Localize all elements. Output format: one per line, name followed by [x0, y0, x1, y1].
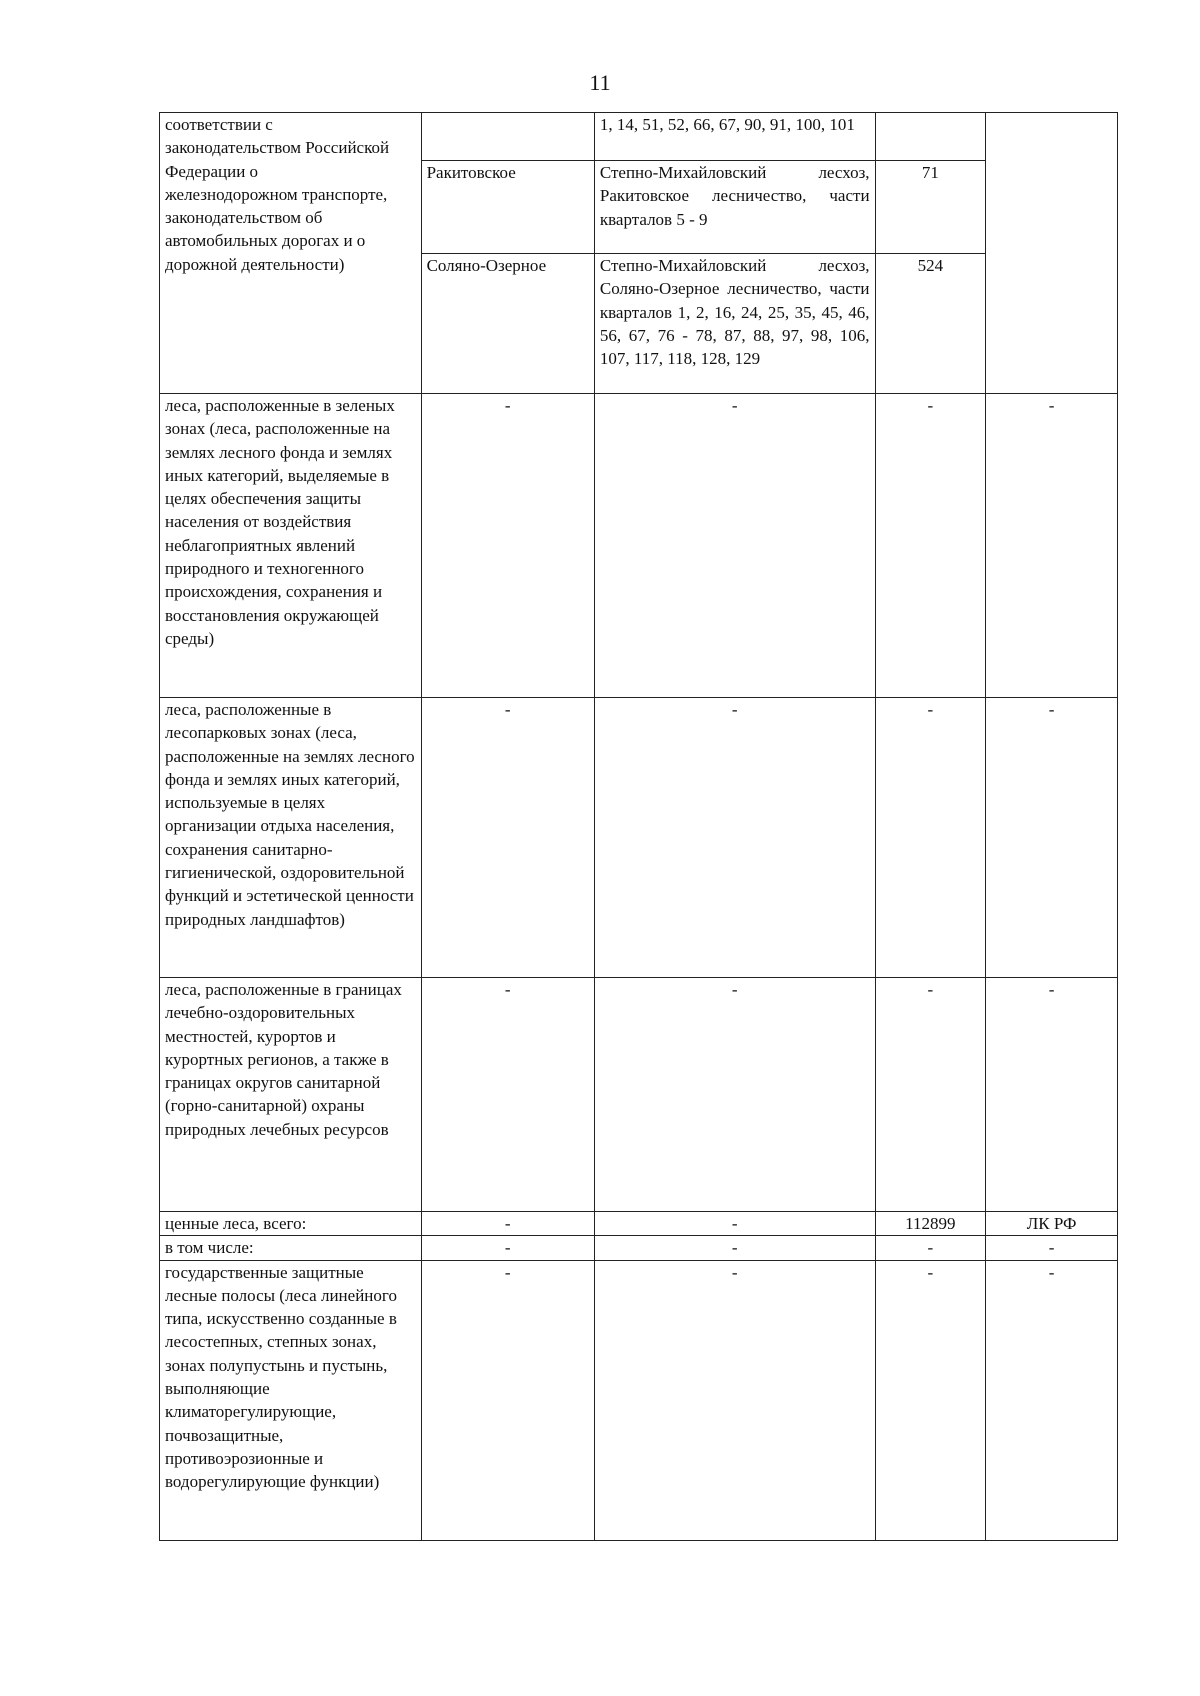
- district-cell: [421, 113, 594, 161]
- table-row: [160, 698, 1118, 978]
- district-cell: Ракитовское: [421, 161, 594, 254]
- area-cell: 112899: [875, 1212, 986, 1236]
- location-cell: -: [594, 394, 875, 698]
- location-cell: Степно-Михайловский лесхоз, Соляно-Озерное лесничество, части кварталов 1, 2, 16, 24, 25, 35, 45, 46, 56, 67, 76 - 78, 87, 88, 97, 98, 106, 107, 117, 118, 128, 129: [594, 254, 875, 394]
- table-row: [160, 1236, 1118, 1260]
- area-cell: [875, 113, 986, 161]
- basis-cell: [986, 113, 1118, 394]
- district-cell: -: [421, 394, 594, 698]
- area-cell: -: [875, 394, 986, 698]
- location-cell: Степно-Михайловский лесхоз, Ракитовское лесничество, части кварталов 5 - 9: [594, 161, 875, 254]
- category-cell: в том числе:: [160, 1236, 422, 1260]
- basis-cell: -: [986, 978, 1118, 1212]
- district-cell: -: [421, 1260, 594, 1540]
- category-cell: леса, расположенные в границах лечебно-оздоровительных местностей, курортов и курортных регионов, а также в границах округов санитарной (горно-санитарной) охраны природных лечебных ресурсов: [160, 978, 422, 1212]
- table-row: [160, 1212, 1118, 1236]
- location-cell: -: [594, 978, 875, 1212]
- category-cell: леса, расположенные в зеленых зонах (леса, расположенные на землях лесного фонда и землях иных категорий, выделяемые в целях обеспечения защиты населения от воздействия неблагоприятных явлений природного и техногенного происхождения, сохранения и восстановления окружающей среды): [160, 394, 422, 698]
- area-cell: -: [875, 698, 986, 978]
- area-cell: -: [875, 978, 986, 1212]
- area-cell: -: [875, 1260, 986, 1540]
- table-row: [160, 394, 1118, 698]
- forest-table: [159, 112, 1118, 1541]
- category-cell: [160, 113, 422, 394]
- category-text: соответствии с законодательством Российской Федерации о железнодорожном транспорте, законодательством об автомобильных дорогах и о дорожной деятельности): [165, 115, 390, 274]
- district-cell: -: [421, 1212, 594, 1236]
- location-cell: -: [594, 1236, 875, 1260]
- district-cell: -: [421, 698, 594, 978]
- basis-cell: -: [986, 1260, 1118, 1540]
- basis-cell: -: [986, 698, 1118, 978]
- location-cell: 1, 14, 51, 52, 66, 67, 90, 91, 100, 101: [594, 113, 875, 161]
- location-cell: -: [594, 1212, 875, 1236]
- category-cell: леса, расположенные в лесопарковых зонах (леса, расположенные на землях лесного фонда и землях иных категорий, используемые в целях организации отдыха населения, сохранения санитарно-гигиенической, оздоровительной функций и эстетической ценности природных ландшафтов): [160, 698, 422, 978]
- page-number: 11: [589, 70, 611, 95]
- location-cell: -: [594, 1260, 875, 1540]
- area-cell: 71: [875, 161, 986, 254]
- district-cell: Соляно-Озерное: [421, 254, 594, 394]
- basis-cell: -: [986, 394, 1118, 698]
- table-row: [160, 113, 1118, 161]
- basis-cell: ЛК РФ: [986, 1212, 1118, 1236]
- area-cell: -: [875, 1236, 986, 1260]
- table-row: [160, 978, 1118, 1212]
- district-cell: -: [421, 978, 594, 1212]
- district-cell: -: [421, 1236, 594, 1260]
- area-cell: 524: [875, 254, 986, 394]
- category-cell: государственные защитные лесные полосы (леса линейного типа, искусственно созданные в лесостепных, степных зонах, зонах полупустынь и пустынь, выполняющие климаторегулирующие, почвозащитные, противоэрозионные и водорегулирующие функции): [160, 1260, 422, 1540]
- table-row: [160, 1260, 1118, 1540]
- category-cell: ценные леса, всего:: [160, 1212, 422, 1236]
- location-cell: -: [594, 698, 875, 978]
- basis-cell: -: [986, 1236, 1118, 1260]
